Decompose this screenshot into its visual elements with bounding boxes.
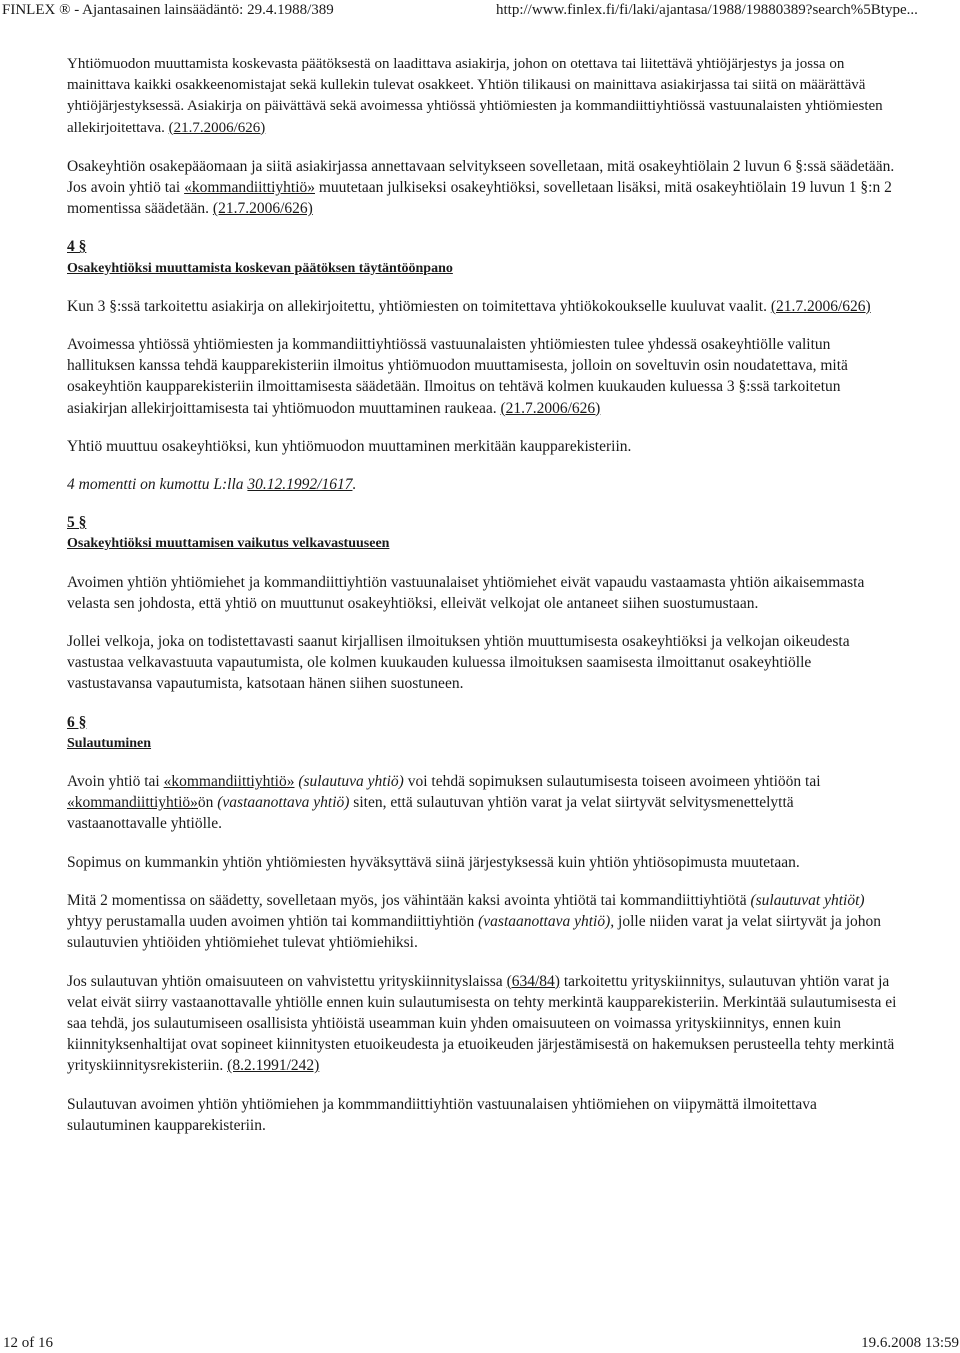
- amendment-link[interactable]: (21.7.2006/626): [168, 119, 266, 136]
- paragraph: Yhtiö muuttuu osakeyhtiöksi, kun yhtiömuodon muuttaminen merkitään kaupparekisteriin.: [67, 437, 632, 455]
- page-url: http://www.finlex.fi/fi/laki/ajantasa/1988/19880389?search%5Btype...: [496, 2, 918, 18]
- paragraph: Mitä 2 momentissa on säädetty, sovelletaan myös, jos vähintään kaksi avointa yhtiötä tai kommandiittiyhtiötä (sulautuvat yhtiöt) yhtyy perustamalla uuden avoimen yhtiön tai kommandiittiyhtiön (vastaanottava yhtiö), jolle niiden varat ja velat siirtyvät ja johon sulautuvien yhtiöiden yhtiömiehet tulevat yhtiömiehiksi.: [67, 891, 882, 952]
- section-number-link[interactable]: 5 §: [67, 514, 87, 532]
- term-link[interactable]: «kommandiittiyhtiö»: [163, 773, 295, 791]
- paragraph: Avoimessa yhtiössä yhtiömiesten ja kommandiittiyhtiössä vastuunalaisten yhtiömiesten tulee yhdessä osakeyhtiölle valitun hallituksen kanssa tehdä kaupparekisteriin ilmoitus yhtiömuodon muuttamisesta, jolloin on soveltuvin osin noudatettava, mitä osakeyhtiön kaupparekisteriin ilmoittamisesta säädetään. Ilmoitus on tehtävä kolmen kuukauden kuluessa 3 §:ssä tarkoitetun asiakirjan allekirjoittamisesta tai yhtiömuodon muuttaminen raukeaa. (21.7.2006/626): [67, 336, 848, 417]
- paragraph: Avoimen yhtiön yhtiömiehet ja kommandiittiyhtiön vastuunalaiset yhtiömiehet eivät vapaudu vastaamasta yhtiön aikaisemmasta velasta sen johdosta, että yhtiö on muuttunut osakeyhtiöksi, elleivät velkojat ole antaneet siihen suostumustaan.: [67, 573, 865, 612]
- paragraph: Osakeyhtiön osakepääomaan ja siitä asiakirjassa annettavaan selvitykseen sovelletaan, mitä osakeyhtiölain 2 luvun 6 §:ssä säädetään. Jos avoin yhtiö tai «kommandiittiyhtiö» muutetaan julkiseksi osakeyhtiöksi, sovelletaan lisäksi, mitä osakeyhtiölain 19 luvun 1 §:n 2 momentissa säädetään. (21.7.2006/626): [67, 157, 895, 218]
- print-datetime: 19.6.2008 13:59: [861, 1335, 959, 1351]
- amendment-link[interactable]: (21.7.2006/626): [212, 200, 313, 218]
- print-footer: [0, 1333, 960, 1353]
- section-title: Osakeyhtiöksi muuttamisen vaikutus velkavastuuseen: [67, 536, 390, 552]
- paragraph: Jos sulautuvan yhtiön omaisuuteen on vahvistettu yrityskiinnityslaissa (634/84) tarkoitettu yrityskiinnitys, sulautuvan yhtiön varat ja velat eivät siirry vastaanottavalle yhtiölle ennen kuin sulautumisesta on tehty merkintä kaupparekisteriin. Merkintää sulautumisesta ei saa tehdä, jos sulautumiseen osallisista yhtiöistä useamman kuin yhden omaisuuteen on voimassa yrityskiinnitys, ennen kuin kiinnityksenhaltijat ovat sopineet kiinnitysten etuoikeudesta ja etuoikeuden järjestämisestä on hakemuksen perusteella tehty merkintä yrityskiinnitysrekisteriin. (8.2.1991/242): [67, 972, 897, 1075]
- section-title: Osakeyhtiöksi muuttamista koskevan päätöksen täytäntöönpano: [67, 260, 453, 276]
- paragraph: Kun 3 §:ssä tarkoitettu asiakirja on allekirjoitettu, yhtiömiesten on toimitettava yhtiökokoukselle kuuluvat vaalit. (21.7.2006/626): [67, 297, 871, 315]
- page-counter: 12 of 16: [3, 1335, 53, 1351]
- paragraph: Avoin yhtiö tai «kommandiittiyhtiö» (sulautuva yhtiö) voi tehdä sopimuksen sulautumisesta toiseen avoimeen yhtiöön tai «kommandiittiyhtiö»ön (vastaanottava yhtiö) siten, että sulautuvan yhtiön varat ja velat siirtyvät selvitysmenettelyttä vastaanottavalle yhtiölle.: [67, 773, 821, 833]
- law-reference-link[interactable]: (634/84): [506, 972, 560, 990]
- paragraph: Yhtiömuodon muuttamista koskevasta päätöksestä on laadittava asiakirja, johon on otettava tai liitettävä yhtiöjärjestys ja jossa on mainittava kaikki osakkeenomistajat sekä kullekin tulevat osakkeet. Yhtiön tilikausi on mainittava asiakirjassa tai siitä on määrättävä yhtiöjärjestyksessä. Asiakirja on päivättävä sekä avoimessa yhtiössä yhtiömiesten ja kommandiittiyhtiössä vastuunalaisten yhtiömiesten allekirjoitettava. (21.7.2006/626): [67, 56, 883, 136]
- paragraph: Jollei velkoja, joka on todistettavasti saanut kirjallisen ilmoituksen yhtiön muuttumisesta osakeyhtiöksi ja velkojan oikeudesta vastustaa velkavastuuta vapautumista, ole kolmen kuukauden kuluessa ilmoituksen saamisesta ilmoittanut osakeyhtiölle vastustavansa vapautumista, katsotaan hänen siihen suostuneen.: [67, 633, 850, 693]
- page-title: FINLEX ® - Ajantasainen lainsäädäntö: 29.4.1988/389: [2, 2, 334, 18]
- section-6-heading: [67, 712, 897, 754]
- section-number-link[interactable]: 4 §: [67, 238, 87, 256]
- repeal-note: 4 momentti on kumottu L:lla 30.12.1992/1617.: [67, 476, 357, 494]
- amendment-link[interactable]: (21.7.2006/626): [770, 297, 871, 315]
- law-document: [67, 54, 897, 1153]
- paragraph: Sulautuvan avoimen yhtiön yhtiömiehen ja kommmandiittiyhtiön vastuunalaisen yhtiömiehen on viipymättä ilmoitettava sulautuminen kaupparekisteriin.: [67, 1095, 817, 1134]
- section-4-heading: [67, 236, 897, 278]
- section-5-heading: [67, 512, 897, 554]
- amendment-link[interactable]: (21.7.2006/626): [500, 399, 601, 417]
- print-header: [0, 0, 960, 20]
- paragraph: Sopimus on kummankin yhtiön yhtiömiesten hyväksyttävä siinä järjestyksessä kuin yhtiön yhtiösopimusta muutetaan.: [67, 853, 800, 871]
- section-number-link[interactable]: 6 §: [67, 713, 87, 731]
- section-title: Sulautuminen: [67, 735, 152, 751]
- amendment-link[interactable]: (8.2.1991/242): [227, 1057, 320, 1075]
- repeal-law-link[interactable]: 30.12.1992/1617: [247, 476, 353, 494]
- term-link[interactable]: «kommandiittiyhtiö»: [184, 179, 315, 197]
- term-link[interactable]: «kommandiittiyhtiö»: [67, 794, 198, 812]
